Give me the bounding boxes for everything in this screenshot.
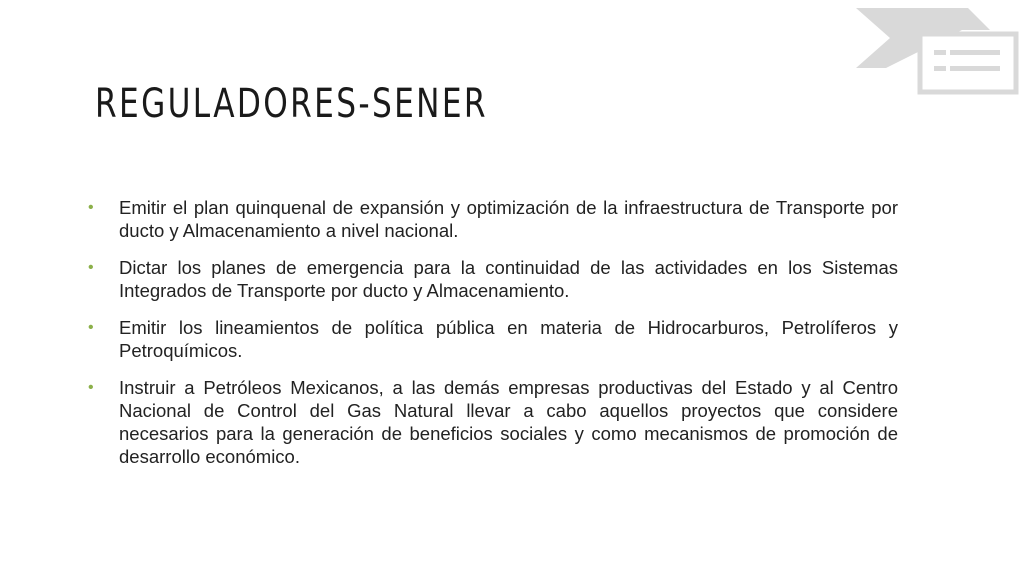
bullet-item (88, 256, 898, 302)
bullet-list (88, 196, 898, 482)
slide-title: REGULADORES-SENER (95, 81, 488, 127)
bullet-icon: • (88, 379, 94, 396)
bullet-icon: • (88, 319, 94, 336)
document-card-icon (850, 6, 1022, 98)
bullet-text: Dictar los planes de emergencia para la continuidad de las actividades en los Sistemas Integrados de Transporte por ducto y Almacenamiento. (119, 257, 898, 301)
bullet-text: Emitir los lineamientos de política pública en materia de Hidrocarburos, Petrolíferos y Petroquímicos. (119, 317, 898, 361)
bullet-icon: • (88, 259, 94, 276)
bullet-item (88, 196, 898, 242)
bullet-item (88, 316, 898, 362)
bullet-icon: • (88, 199, 94, 216)
bullet-text: Emitir el plan quinquenal de expansión y optimización de la infraestructura de Transporte por ducto y Almacenamiento a nivel nacional. (119, 197, 898, 241)
bullet-text: Instruir a Petróleos Mexicanos, a las demás empresas productivas del Estado y al Centro Nacional de Control del Gas Natural llevar a cabo aquellos proyectos que considere necesarios para la generación de beneficios sociales y como mecanismos de promoción de desarrollo económico. (119, 377, 898, 467)
bullet-item (88, 376, 898, 468)
